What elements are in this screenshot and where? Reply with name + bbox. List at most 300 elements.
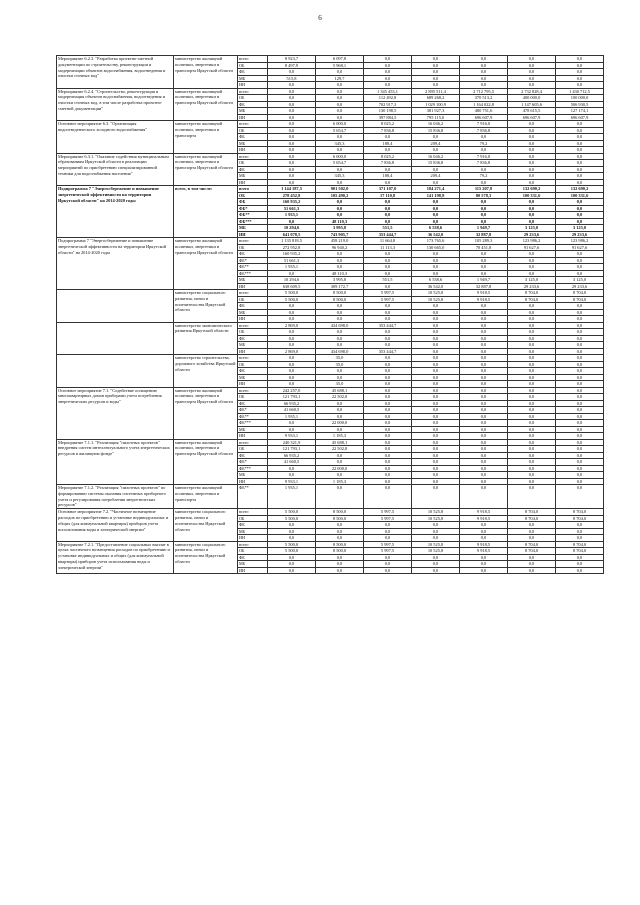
amount-cell: 132 690,2 [508,186,556,193]
amount-cell: 0,0 [460,205,508,212]
amount-cell: 0,0 [556,381,604,388]
amount-cell: 0,0 [316,114,364,121]
amount-cell: 0,0 [364,535,412,542]
amount-cell: 8 497,9 [268,62,316,69]
amount-cell: 8 500,0 [316,541,364,548]
amount-cell: 5 997,5 [364,296,412,303]
funding-source-cell: МБ [238,75,268,82]
amount-cell: 70 451,8 [460,244,508,251]
amount-cell: 0,0 [556,394,604,401]
amount-cell: 0,0 [412,69,460,76]
amount-cell: 0,0 [460,387,508,394]
amount-cell: 22 000,0 [316,465,364,472]
amount-cell: 0,0 [364,166,412,173]
executor-cell: министерство жилищной политики, энергетики и транспорта Иркутской области [174,439,238,485]
amount-cell: 0,0 [268,147,316,154]
amount-cell: 371 107,0 [364,186,412,193]
funding-source-cell: ОБ [238,95,268,102]
amount-cell: 0,0 [268,303,316,310]
amount-cell: 0,0 [268,101,316,108]
funding-source-cell: ОБ [238,329,268,336]
amount-cell: 188,4 [364,140,412,147]
funding-source-cell: ФБ** [238,413,268,420]
amount-cell: 3 995,8 [316,277,364,284]
measure-description: Мероприятие 6.3.1. "Оказание содействия муниципальным образованиям Иркутской области в реализации мероприятий по приобретению специализированной техники для водоснабжения населения" [57,153,174,186]
amount-cell: 0,0 [556,121,604,128]
funding-source-cell: МБ [238,108,268,115]
amount-cell: 209,4 [412,140,460,147]
amount-cell: 0,0 [460,179,508,186]
amount-cell: 0,0 [316,561,364,568]
amount-cell: 0,0 [460,82,508,89]
amount-cell: 0,0 [364,407,412,414]
amount-cell: 0,0 [508,134,556,141]
amount-cell: 0,0 [412,62,460,69]
amount-cell: 381 927,3 [412,108,460,115]
amount-cell: 0,0 [556,522,604,529]
amount-cell: 9 918,5 [460,548,508,555]
amount-cell: 0,0 [556,342,604,349]
amount-cell: 0,0 [508,420,556,427]
amount-cell: 8 500,0 [316,515,364,522]
amount-cell: 8 704,0 [556,548,604,555]
amount-cell: 1 185,3 [316,433,364,440]
amount-cell: 0,0 [508,561,556,568]
funding-source-cell: ФБ [238,166,268,173]
amount-cell: 0,0 [412,309,460,316]
amount-cell: 17 110,8 [364,192,412,199]
amount-cell: 160 935,2 [268,199,316,206]
amount-cell: 9 918,5 [460,541,508,548]
amount-cell: 0,0 [556,329,604,336]
amount-cell: 0,0 [460,218,508,225]
amount-cell: 0,0 [412,522,460,529]
amount-cell: 0,0 [556,140,604,147]
amount-cell: 5 654,7 [316,160,364,167]
amount-cell: 0,0 [364,62,412,69]
amount-cell: 45 688,1 [316,387,364,394]
amount-cell: 0,0 [268,166,316,173]
funding-source-cell: ОБ [238,160,268,167]
amount-cell: 0,0 [364,554,412,561]
amount-cell: 0,0 [508,374,556,381]
amount-cell: 0,0 [412,452,460,459]
amount-cell: 8 704,0 [508,541,556,548]
funding-source-cell: ИИ [238,316,268,323]
amount-cell: 0,0 [268,218,316,225]
amount-cell: 6 538,6 [412,225,460,232]
amount-cell: 8 704,0 [508,548,556,555]
amount-cell: 0,0 [460,147,508,154]
amount-cell: 0,0 [556,270,604,277]
amount-cell: 0,0 [556,387,604,394]
amount-cell: 0,0 [268,270,316,277]
amount-cell: 0,0 [364,303,412,310]
funding-source-cell: МБ [238,342,268,349]
measure-description: Мероприятие 6.2.3. "Разработка проектно-сметной документации по строительству, реконструкции и модернизации объектов водоснабжения, водоотведения и очистки сточных вод" [57,56,174,89]
funding-source-cell: ИИ [238,478,268,485]
amount-cell: 0,0 [364,329,412,336]
amount-cell: 6 000,0 [316,121,364,128]
amount-cell: 0,0 [268,88,316,95]
amount-cell: 353 444,7 [364,348,412,355]
amount-cell: 702 917,3 [364,101,412,108]
table-body [57,56,604,574]
amount-cell: 0,0 [508,205,556,212]
amount-cell: 370 513,2 [460,95,508,102]
measure-description [57,290,174,323]
amount-cell: 0,0 [460,452,508,459]
amount-cell: 5 997,5 [364,290,412,297]
amount-cell: 0,0 [364,199,412,206]
amount-cell: 0,0 [364,270,412,277]
funding-source-cell: ИИ [238,147,268,154]
amount-cell: 0,0 [556,166,604,173]
amount-cell: 0,0 [460,270,508,277]
amount-cell: 80 578,3 [460,192,508,199]
amount-cell: 506 930,5 [556,101,604,108]
amount-cell: 5 500,0 [268,290,316,297]
amount-cell: 0,0 [412,264,460,271]
amount-cell: 0,0 [412,218,460,225]
amount-cell: 45 688,1 [316,439,364,446]
amount-cell: 353 444,7 [364,322,412,329]
measure-description [57,322,174,355]
amount-cell: 0,0 [412,329,460,336]
amount-cell: 0,0 [460,554,508,561]
funding-source-cell: ФБ*** [238,270,268,277]
amount-cell: 0,0 [364,381,412,388]
amount-cell: 0,0 [316,108,364,115]
amount-cell: 0,0 [364,446,412,453]
amount-cell: 0,0 [556,160,604,167]
amount-cell: 10 294,6 [268,225,316,232]
amount-cell: 551,5 [364,225,412,232]
amount-cell: 0,0 [364,75,412,82]
amount-cell: 0,0 [316,95,364,102]
amount-cell: 0,0 [508,56,556,63]
amount-cell: 0,0 [508,567,556,574]
amount-cell: 8 704,0 [556,290,604,297]
amount-cell: 0,0 [316,166,364,173]
amount-cell: 0,0 [508,335,556,342]
amount-cell: 0,0 [556,452,604,459]
amount-cell: 0,0 [460,567,508,574]
funding-source-cell: всего [238,238,268,245]
amount-cell: 0,0 [268,420,316,427]
amount-cell: 0,0 [556,257,604,264]
amount-cell: 0,0 [268,95,316,102]
amount-cell: 8 704,0 [556,515,604,522]
amount-cell: 0,0 [412,439,460,446]
amount-cell: 9 918,5 [460,296,508,303]
amount-cell: 2 895 511,4 [412,88,460,95]
amount-cell: 0,0 [268,108,316,115]
funding-source-cell: ФБ** [238,212,268,219]
amount-cell: 0,0 [316,452,364,459]
amount-cell: 0,0 [460,420,508,427]
amount-cell: 51 661,3 [268,257,316,264]
amount-cell: 272 952,8 [268,244,316,251]
amount-cell: 0,0 [508,485,556,509]
funding-source-cell: ФБ* [238,459,268,466]
amount-cell: 9 933,1 [268,433,316,440]
amount-cell: 0,0 [412,134,460,141]
amount-cell: 0,0 [364,420,412,427]
amount-cell: 689 268,2 [412,95,460,102]
amount-cell: 0,0 [268,368,316,375]
measure-description: Мероприятие 6.2.4. "Строительство, реконструкция и модернизация объектов водоснабжения, водоотведения и очистки сточных вод, в том числе разработка проектно-сметной документации" [57,88,174,121]
amount-cell: 1 935,1 [268,212,316,219]
amount-cell: 0,0 [556,439,604,446]
amount-cell: 96 940,2 [316,244,364,251]
amount-cell: 0,0 [412,179,460,186]
amount-cell: 0,0 [508,153,556,160]
amount-cell: 2 712 795,5 [460,88,508,95]
page-number: 6 [318,14,322,22]
funding-source-cell: ФБ** [238,485,268,509]
amount-cell: 0,0 [268,535,316,542]
executor-cell: министерство жилищной политики, энергетики и транспорта Иркутской области [174,56,238,89]
amount-cell: 105 490,2 [316,192,364,199]
amount-cell: 0,0 [460,361,508,368]
funding-source-cell: ОБ [238,361,268,368]
amount-cell: 5 500,0 [268,541,316,548]
funding-source-cell: ИИ [238,348,268,355]
amount-cell: 0,0 [364,56,412,63]
amount-cell: 0,0 [460,212,508,219]
amount-cell: 0,0 [316,567,364,574]
executor-cell: всего, в том числе: [174,186,238,238]
amount-cell: 0,0 [556,459,604,466]
amount-cell: 0,0 [460,400,508,407]
amount-cell: 0,0 [556,528,604,535]
amount-cell: 0,0 [556,413,604,420]
amount-cell: 0,0 [412,567,460,574]
amount-cell: 0,0 [508,413,556,420]
amount-cell: 0,0 [412,251,460,258]
amount-cell: 3 125,0 [556,225,604,232]
amount-cell: 0,0 [508,528,556,535]
amount-cell: 0,0 [268,554,316,561]
amount-cell: 0,0 [556,218,604,225]
amount-cell: 0,0 [460,355,508,362]
amount-cell: 0,0 [508,478,556,485]
amount-cell: 100 331,6 [556,192,604,199]
amount-cell: 0,0 [316,374,364,381]
amount-cell: 36 542,0 [412,283,460,290]
executor-cell: министерство социального развития, опеки и попечительства Иркутской области [174,290,238,323]
amount-cell: 0,0 [364,257,412,264]
amount-cell: 0,0 [412,426,460,433]
amount-cell: 29 233,6 [556,283,604,290]
amount-cell: 0,0 [268,381,316,388]
amount-cell: 0,0 [508,400,556,407]
amount-cell: 6 000,0 [316,153,364,160]
amount-cell: 29 233,6 [556,231,604,238]
funding-source-cell: ФБ [238,251,268,258]
amount-cell: 0,0 [460,528,508,535]
amount-cell: 0,0 [508,140,556,147]
amount-cell: 0,0 [412,420,460,427]
amount-cell: 41 660,5 [268,407,316,414]
amount-cell: 22 502,8 [316,446,364,453]
amount-cell: 0,0 [556,433,604,440]
funding-source-cell: ФБ [238,335,268,342]
executor-cell: министерство строительства, дорожного хозяйства Иркутской области [174,355,238,388]
amount-cell: 0,0 [556,205,604,212]
amount-cell: 0,0 [508,439,556,446]
executor-cell: министерство жилищной политики, энергетики и транспорта [174,485,238,509]
funding-source-cell: ФБ [238,522,268,529]
amount-cell: 0,0 [412,335,460,342]
amount-cell: 10 525,8 [412,296,460,303]
funding-source-cell: МБ [238,472,268,479]
amount-cell: 0,0 [364,387,412,394]
amount-cell: 0,0 [508,251,556,258]
amount-cell: 0,0 [508,522,556,529]
funding-source-cell: ОБ [238,296,268,303]
amount-cell: 7 836,8 [364,127,412,134]
amount-cell: 0,0 [412,361,460,368]
amount-cell: 0,0 [412,413,460,420]
amount-cell: 0,0 [316,342,364,349]
executor-cell: министерство жилищной политики, энергетики и транспорта [174,121,238,154]
amount-cell: 0,0 [412,465,460,472]
amount-cell: 0,0 [316,134,364,141]
amount-cell: 0,0 [268,316,316,323]
amount-cell: 0,0 [556,62,604,69]
amount-cell: 0,0 [412,322,460,329]
funding-source-cell: ФБ* [238,205,268,212]
amount-cell: 0,0 [268,361,316,368]
amount-cell: 0,0 [316,554,364,561]
funding-source-cell: ФБ* [238,407,268,414]
amount-cell: 66 935,2 [268,400,316,407]
amount-cell: 515,8 [268,75,316,82]
amount-cell: 0,0 [268,522,316,529]
amount-cell: 8 025,2 [364,121,412,128]
funding-source-cell: ФБ*** [238,465,268,472]
amount-cell: 696 607,9 [556,114,604,121]
amount-cell: 696 607,9 [508,114,556,121]
amount-cell: 0,0 [364,218,412,225]
amount-cell: 0,0 [316,101,364,108]
amount-cell: 0,0 [412,446,460,453]
amount-cell: 0,0 [268,82,316,89]
amount-cell: 0,0 [460,433,508,440]
amount-cell: 5 500,0 [268,509,316,516]
amount-cell: 130 198,5 [364,108,412,115]
funding-source-cell: всего [238,153,268,160]
amount-cell: 458 219,0 [316,238,364,245]
amount-cell: 0,0 [364,179,412,186]
funding-source-cell: МБ [238,528,268,535]
amount-cell: 0,0 [268,114,316,121]
amount-cell: 0,0 [364,355,412,362]
amount-cell: 0,0 [412,433,460,440]
amount-cell: 0,0 [364,561,412,568]
amount-cell: 0,0 [508,387,556,394]
amount-cell: 0,0 [412,485,460,509]
amount-cell: 7 916,0 [460,153,508,160]
amount-cell: 0,0 [460,459,508,466]
amount-cell: 0,0 [316,205,364,212]
amount-cell: 0,0 [460,166,508,173]
amount-cell: 0,0 [268,160,316,167]
amount-cell: 0,0 [460,264,508,271]
amount-cell: 0,0 [508,446,556,453]
amount-cell: 160 935,2 [268,251,316,258]
amount-cell: 0,0 [268,567,316,574]
amount-cell: 0,0 [364,413,412,420]
amount-cell: 0,0 [508,173,556,180]
amount-cell: 0,0 [508,472,556,479]
amount-cell: 0,0 [316,485,364,509]
amount-cell: 0,0 [412,342,460,349]
funding-source-cell: ФБ [238,199,268,206]
amount-cell: 0,0 [508,368,556,375]
amount-cell: 0,0 [556,368,604,375]
amount-cell: 0,0 [364,528,412,535]
amount-cell: 0,0 [460,535,508,542]
amount-cell: 6 538,6 [412,277,460,284]
amount-cell: 0,0 [316,264,364,271]
amount-cell: 400 000,0 [508,95,556,102]
funding-source-cell: МБ [238,225,268,232]
amount-cell: 121 793,1 [268,446,316,453]
amount-cell: 0,0 [316,199,364,206]
amount-cell: 0,0 [268,69,316,76]
funding-source-cell: ОБ [238,192,268,199]
table-row [57,485,604,509]
funding-source-cell: ОБ [238,515,268,522]
amount-cell: 0,0 [316,413,364,420]
amount-cell: 2 869,0 [268,322,316,329]
funding-source-cell: МБ [238,426,268,433]
amount-cell: 115 207,8 [460,186,508,193]
amount-cell: 0,0 [412,270,460,277]
amount-cell: 5 500,0 [268,515,316,522]
amount-cell: 0,0 [508,218,556,225]
amount-cell: 0,0 [316,459,364,466]
amount-cell: 0,0 [412,368,460,375]
amount-cell: 309 172,7 [316,283,364,290]
amount-cell: 0,0 [460,446,508,453]
amount-cell: 0,0 [508,69,556,76]
amount-cell: 0,0 [268,173,316,180]
executor-cell: министерство жилищной политики, энергетики и транспорта Иркутской области [174,238,238,290]
executor-cell: министерство жилищной политики, энергетики и транспорта Иркутской области [174,88,238,121]
amount-cell: 1 430 712,5 [556,88,604,95]
amount-cell: 0,0 [508,355,556,362]
funding-source-cell: всего [238,541,268,548]
amount-cell: 0,0 [412,554,460,561]
amount-cell: 0,0 [364,361,412,368]
amount-cell: 15 836,8 [412,127,460,134]
amount-cell: 0,0 [268,465,316,472]
amount-cell: 0,0 [364,251,412,258]
amount-cell: 0,0 [508,348,556,355]
amount-cell: 8 025,2 [364,153,412,160]
amount-cell: 0,0 [364,309,412,316]
amount-cell: 0,0 [364,342,412,349]
amount-cell: 0,0 [364,335,412,342]
amount-cell: 0,0 [316,251,364,258]
amount-cell: 0,0 [556,199,604,206]
amount-cell: 1 949,7 [460,277,508,284]
amount-cell: 0,0 [268,140,316,147]
